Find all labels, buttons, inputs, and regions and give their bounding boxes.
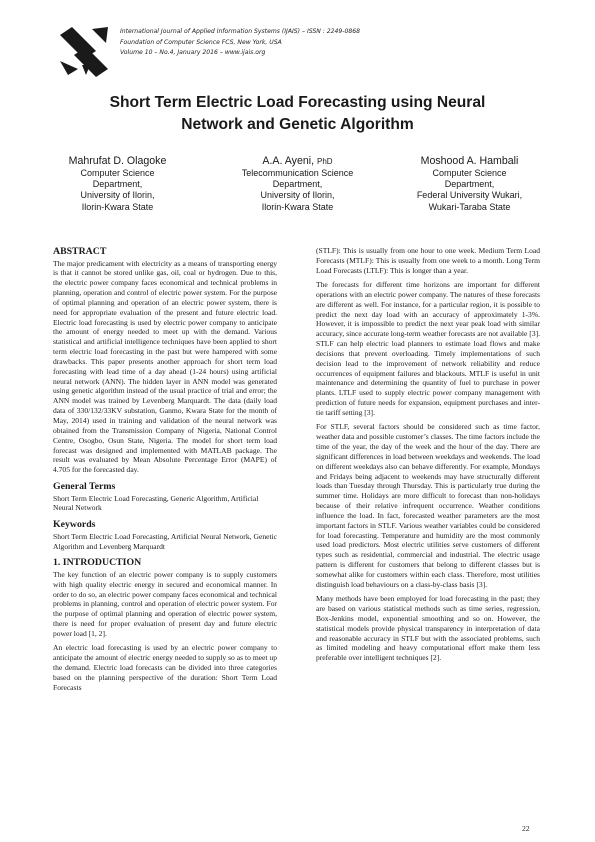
author-affiliation-line: University of Ilorin, (260, 190, 335, 201)
body-paragraph: The forecasts for different time horizons are important for different operations with an electric power company. The natures of these forecasts are different as well. For instance, for a particular region, it is possible to predict the next day load with an accuracy of approximately 1-3%. However, it is impossible to predict the next year peak load with similar accuracy, since accurate long-term weather forecasts are not available [3]. STLF can help electric load planners to estimate load flows and make decisions that prevent overloading. Timely implementations of such decision lead to the improvement of network reliability and reduce occurrences of equipment failures and blackouts. MTLF is useful in unit maintenance and determining the quantity of fuel to purchase in power plants. LTLF used to supply electric power company management with prediction of future needs for expansion, equipment purchases and inter-tie tariff setting [3]. (316, 280, 540, 417)
author-affiliation-line: Federal University Wukari, (416, 190, 523, 201)
introduction-paragraph: The key function of an electric power company is to supply customers with high quality electric energy in secured and economical manner. In order to do so, an electric power company faces economical and technical problems in planning, control and operation of electric power system. For the purpose of optimal planning and operation of electric power system, there is need for proper evaluation of present day and future electric power load [1, 2]. (53, 569, 277, 638)
author-name: Moshood A. Hambali (420, 155, 519, 167)
author-affiliation-line: Telecommunication Science (241, 168, 354, 178)
author-name: Mahrufat D. Olagoke (68, 155, 167, 167)
body-paragraph: (STLF): This is usually from one hour to one week. Medium Term Load Forecasts (MTLF): This is usually from one week to a month. Long Term Load Forecasts (LTLF): This is longer than a year. (316, 246, 540, 275)
general-terms-heading: General Terms (53, 481, 116, 493)
author-affiliation-line: Computer Science (80, 168, 155, 178)
body-paragraph: For STLF, several factors should be considered such as time factor, weather data and possible customer’s classes. The time factors include the time of the year, the day of the week and the hour of the day. There are significant differences in load between weekdays and weekends. The load on different weekdays also can behave differently. For example, Mondays and Fridays being adjacent to weekends may have structurally different loads than Tuesday through Thursday. This is particularly true during the summer time. Holidays are more difficult to forecast than non-holidays because of their relative infrequent occurrence. Weather conditions influence the load. In fact, forecasted weather parameters are the most important factors in STLF. Various weather variables could be considered for load forecasting. Temperature and humidity are the most commonly used load predictors. Most electric utilities serve customers of different types such as residential, commercial and industrial. The electric usage pattern is different for customers that belong to different classes but is somewhat alike for customers within each class. Therefore, most utilities distinguish load behaviours on a class-by-class basis [3]. (316, 422, 540, 589)
journal-name: International Journal of Applied Information Systems (IJAIS) – ISSN : 2249-0868 (120, 28, 360, 35)
author-name: A.A. Ayeni, PhD (262, 155, 333, 167)
author-block-1 (30, 155, 205, 213)
author-affiliation-line: Department, (92, 179, 143, 190)
body-paragraph: Many methods have been employed for load forecasting in the past; they are based on various statistical methods such as time series, regression, Box-Jenkins model, exponential smoothing and so on. However, the statistical models provide physical transparency in interpretation of data and reasonable accuracy in STLF but with the associated problems, such as limited modeling and heavy computational effort make them less preferable over intelligent techniques [2]. (316, 594, 540, 663)
keywords-heading: Keywords (53, 519, 96, 531)
paper-title (40, 92, 555, 136)
general-terms-text: Short Term Electric Load Forecasting, Generic Algorithm, Artificial Neural Network (53, 493, 259, 513)
title-line-1: Short Term Electric Load Forecasting using Neural (109, 94, 486, 111)
left-column (53, 246, 277, 697)
journal-logo (58, 25, 110, 77)
introduction-heading: 1. INTRODUCTION (53, 557, 142, 569)
title-line-2: Network and Genetic Algorithm (181, 116, 414, 133)
introduction-paragraph: An electric load forecasting is used by an electric power company to anticipate the amount of electric energy needed to supply so as to meet up the demand. Electric load forecasts can be divided into three categories based on the planning perspective of the duration: Short Term Load Forecasts (53, 643, 277, 692)
author-degree: PhD (317, 157, 333, 166)
author-affiliation-line: University of Ilorin, (80, 190, 155, 201)
journal-publisher: Foundation of Computer Science FCS, New York, USA (120, 38, 282, 46)
page-number: 22 (522, 824, 530, 833)
author-block-2 (210, 155, 385, 213)
author-affiliation-line: Computer Science (432, 168, 507, 178)
right-column (316, 246, 540, 668)
abstract-text: The major predicament with electricity as a means of transporting energy is that it cannot be stored unlike gas, oil, coal or hydrogen. Due to this, the electric power company faces economical and technical problems in planning, operation and control of electric power system. For the purpose of optimal planning and operation of an electric power system, there is need for appropriate evaluation of the present and future electric load. Electric load forecasting is used by electric power company to anticipate the amount of energy needed to meet up with the demand. Various statistical and artificial intelligence techniques have been applied to short term electric load forecasting in the past but were hampered with some drawbacks. This paper presents another approach for short term load forecasting with lead time of a day ahead (1-24 hours) using artificial neural network (ANN). The hidden layer in ANN model was generated using genetic algorithm instead of the usual practice of trial and error; the ANN model was trained by Levenberg Marquardt. The data (daily load data of 330/132/33KV substation, Ganmo, Kwara State for the month of May, 2014) used in training and validation of the neural network was obtained from the Transmission Company of Nigeria, National Control Centre, Osogbo, Osun State, Nigeria. The model for short term load forecast was designed and implemented with MATLAB package. The result was evaluated by Mean Absolute Percentage Error (MAPE) of 4.705 for the forecasted day. (53, 258, 277, 475)
journal-volume: Volume 10 – No.4, January 2016 – www.ijais.org (120, 49, 266, 57)
keywords-text: Short Term Electric Load Forecasting, Artificial Neural Network, Genetic Algorithm and Levenberg Marquardt (53, 531, 277, 551)
journal-header (120, 27, 360, 59)
author-block-3 (382, 155, 557, 213)
author-affiliation-line: Wukari-Taraba State (428, 201, 511, 212)
author-affiliation-line: Department, (272, 179, 323, 190)
abstract-heading: ABSTRACT (53, 246, 107, 257)
author-affiliation-line: Department, (444, 179, 495, 190)
author-affiliation-line: Ilorin-Kwara State (261, 201, 334, 212)
author-affiliation-line: Ilorin-Kwara State (81, 201, 154, 212)
